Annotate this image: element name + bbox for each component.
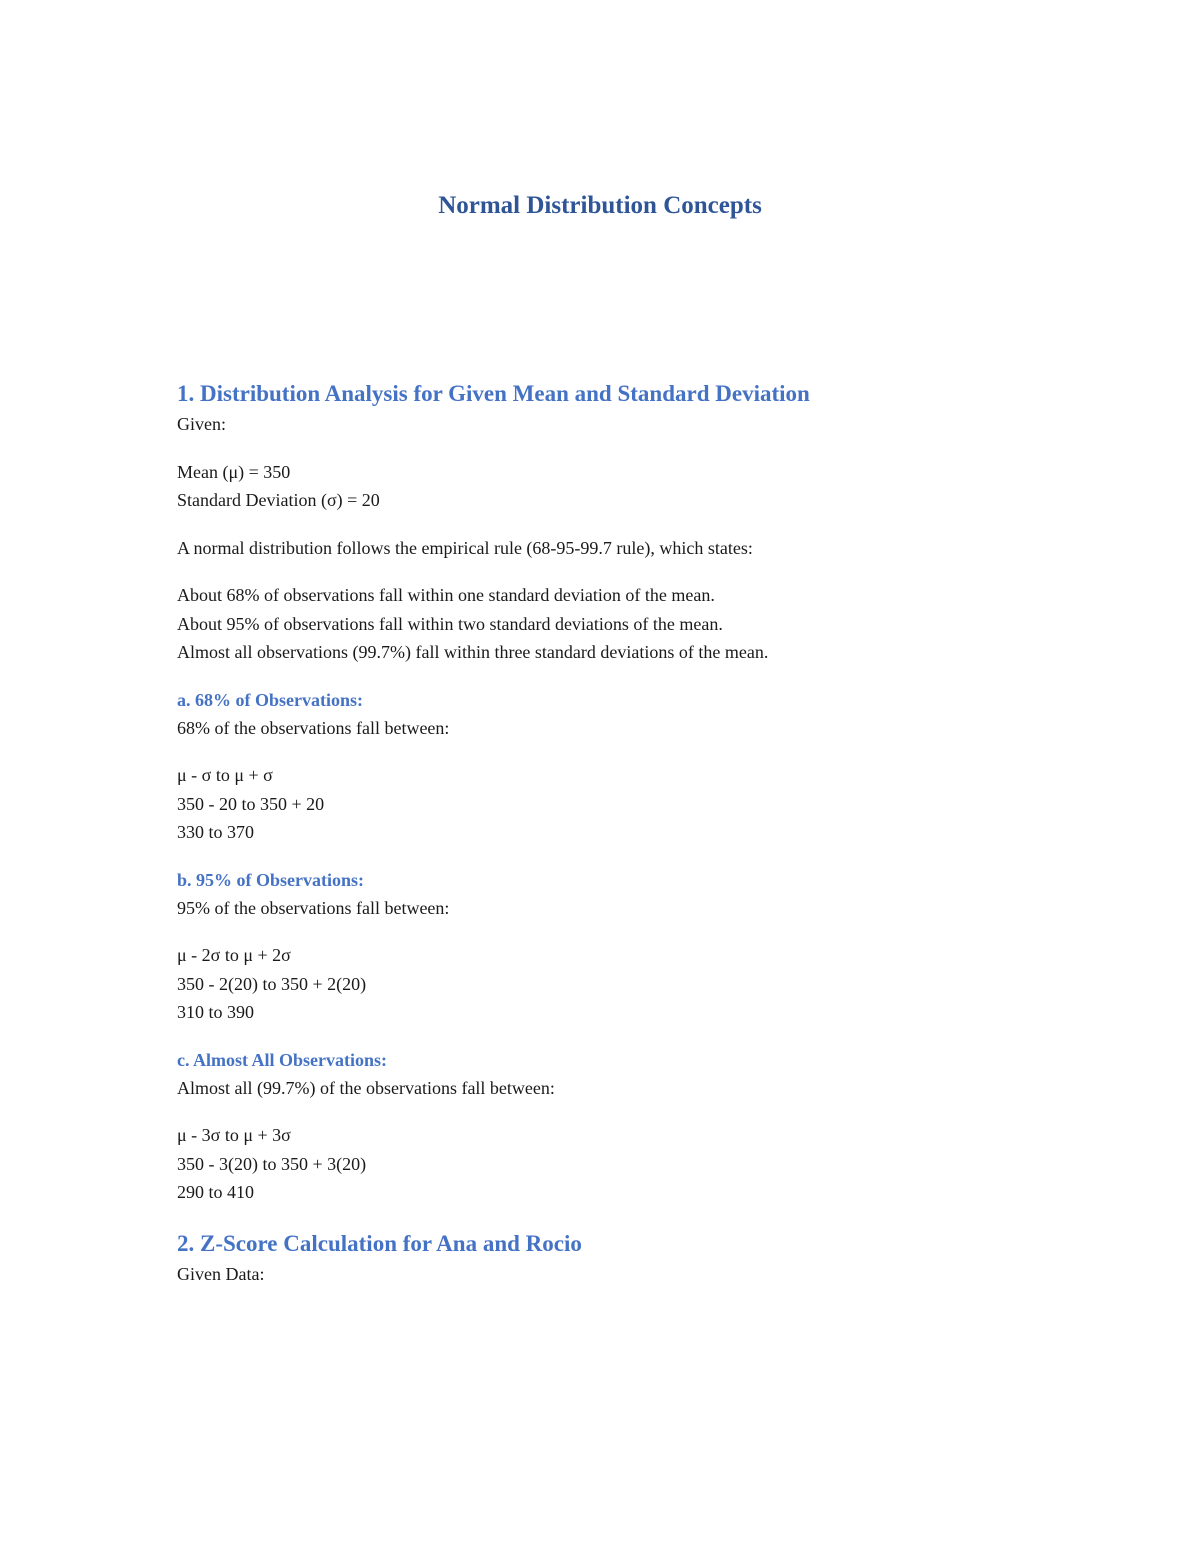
section-2-heading: 2. Z-Score Calculation for Ana and Rocio — [177, 1230, 582, 1256]
mean-value: Mean (μ) = 350 — [177, 461, 291, 482]
document-body — [177, 378, 1077, 1288]
part-c-step: μ - 3σ to μ + 3σ — [177, 1125, 291, 1145]
part-b-step: μ - 2σ to μ + 2σ — [177, 945, 291, 965]
section-1-heading: 1. Distribution Analysis for Given Mean and Standard Deviation — [177, 381, 810, 406]
part-a-heading: a. 68% of Observations: — [177, 689, 363, 710]
document-title: Normal Distribution Concepts — [438, 192, 762, 219]
part-c-step: 290 to 410 — [177, 1182, 255, 1202]
part-a-step: 330 to 370 — [177, 822, 255, 842]
part-b-step: 350 - 2(20) to 350 + 2(20) — [177, 973, 367, 994]
part-a-step: 350 - 20 to 350 + 20 — [177, 793, 325, 814]
part-c-step: 350 - 3(20) to 350 + 3(20) — [177, 1153, 367, 1174]
part-a-step: μ - σ to μ + σ — [177, 765, 273, 785]
part-c-intro: Almost all (99.7%) of the observations fall between: — [177, 1077, 555, 1098]
part-b-intro: 95% of the observations fall between: — [177, 897, 450, 918]
part-c-heading: c. Almost All Observations: — [177, 1049, 387, 1070]
part-a-intro: 68% of the observations fall between: — [177, 717, 450, 738]
rule-point: About 68% of observations fall within one standard deviation of the mean. — [177, 585, 715, 605]
empirical-rule-intro: A normal distribution follows the empirical rule (68-95-99.7 rule), which states: — [177, 537, 753, 558]
rule-point: About 95% of observations fall within two standard deviations of the mean. — [177, 613, 723, 634]
given-data-label: Given Data: — [177, 1263, 265, 1284]
rule-point: Almost all observations (99.7%) fall within three standard deviations of the mean. — [177, 642, 769, 662]
part-b-step: 310 to 390 — [177, 1002, 255, 1022]
sd-value: Standard Deviation (σ) = 20 — [177, 490, 380, 510]
given-label: Given: — [177, 414, 226, 434]
part-b-heading: b. 95% of Observations: — [177, 869, 365, 890]
